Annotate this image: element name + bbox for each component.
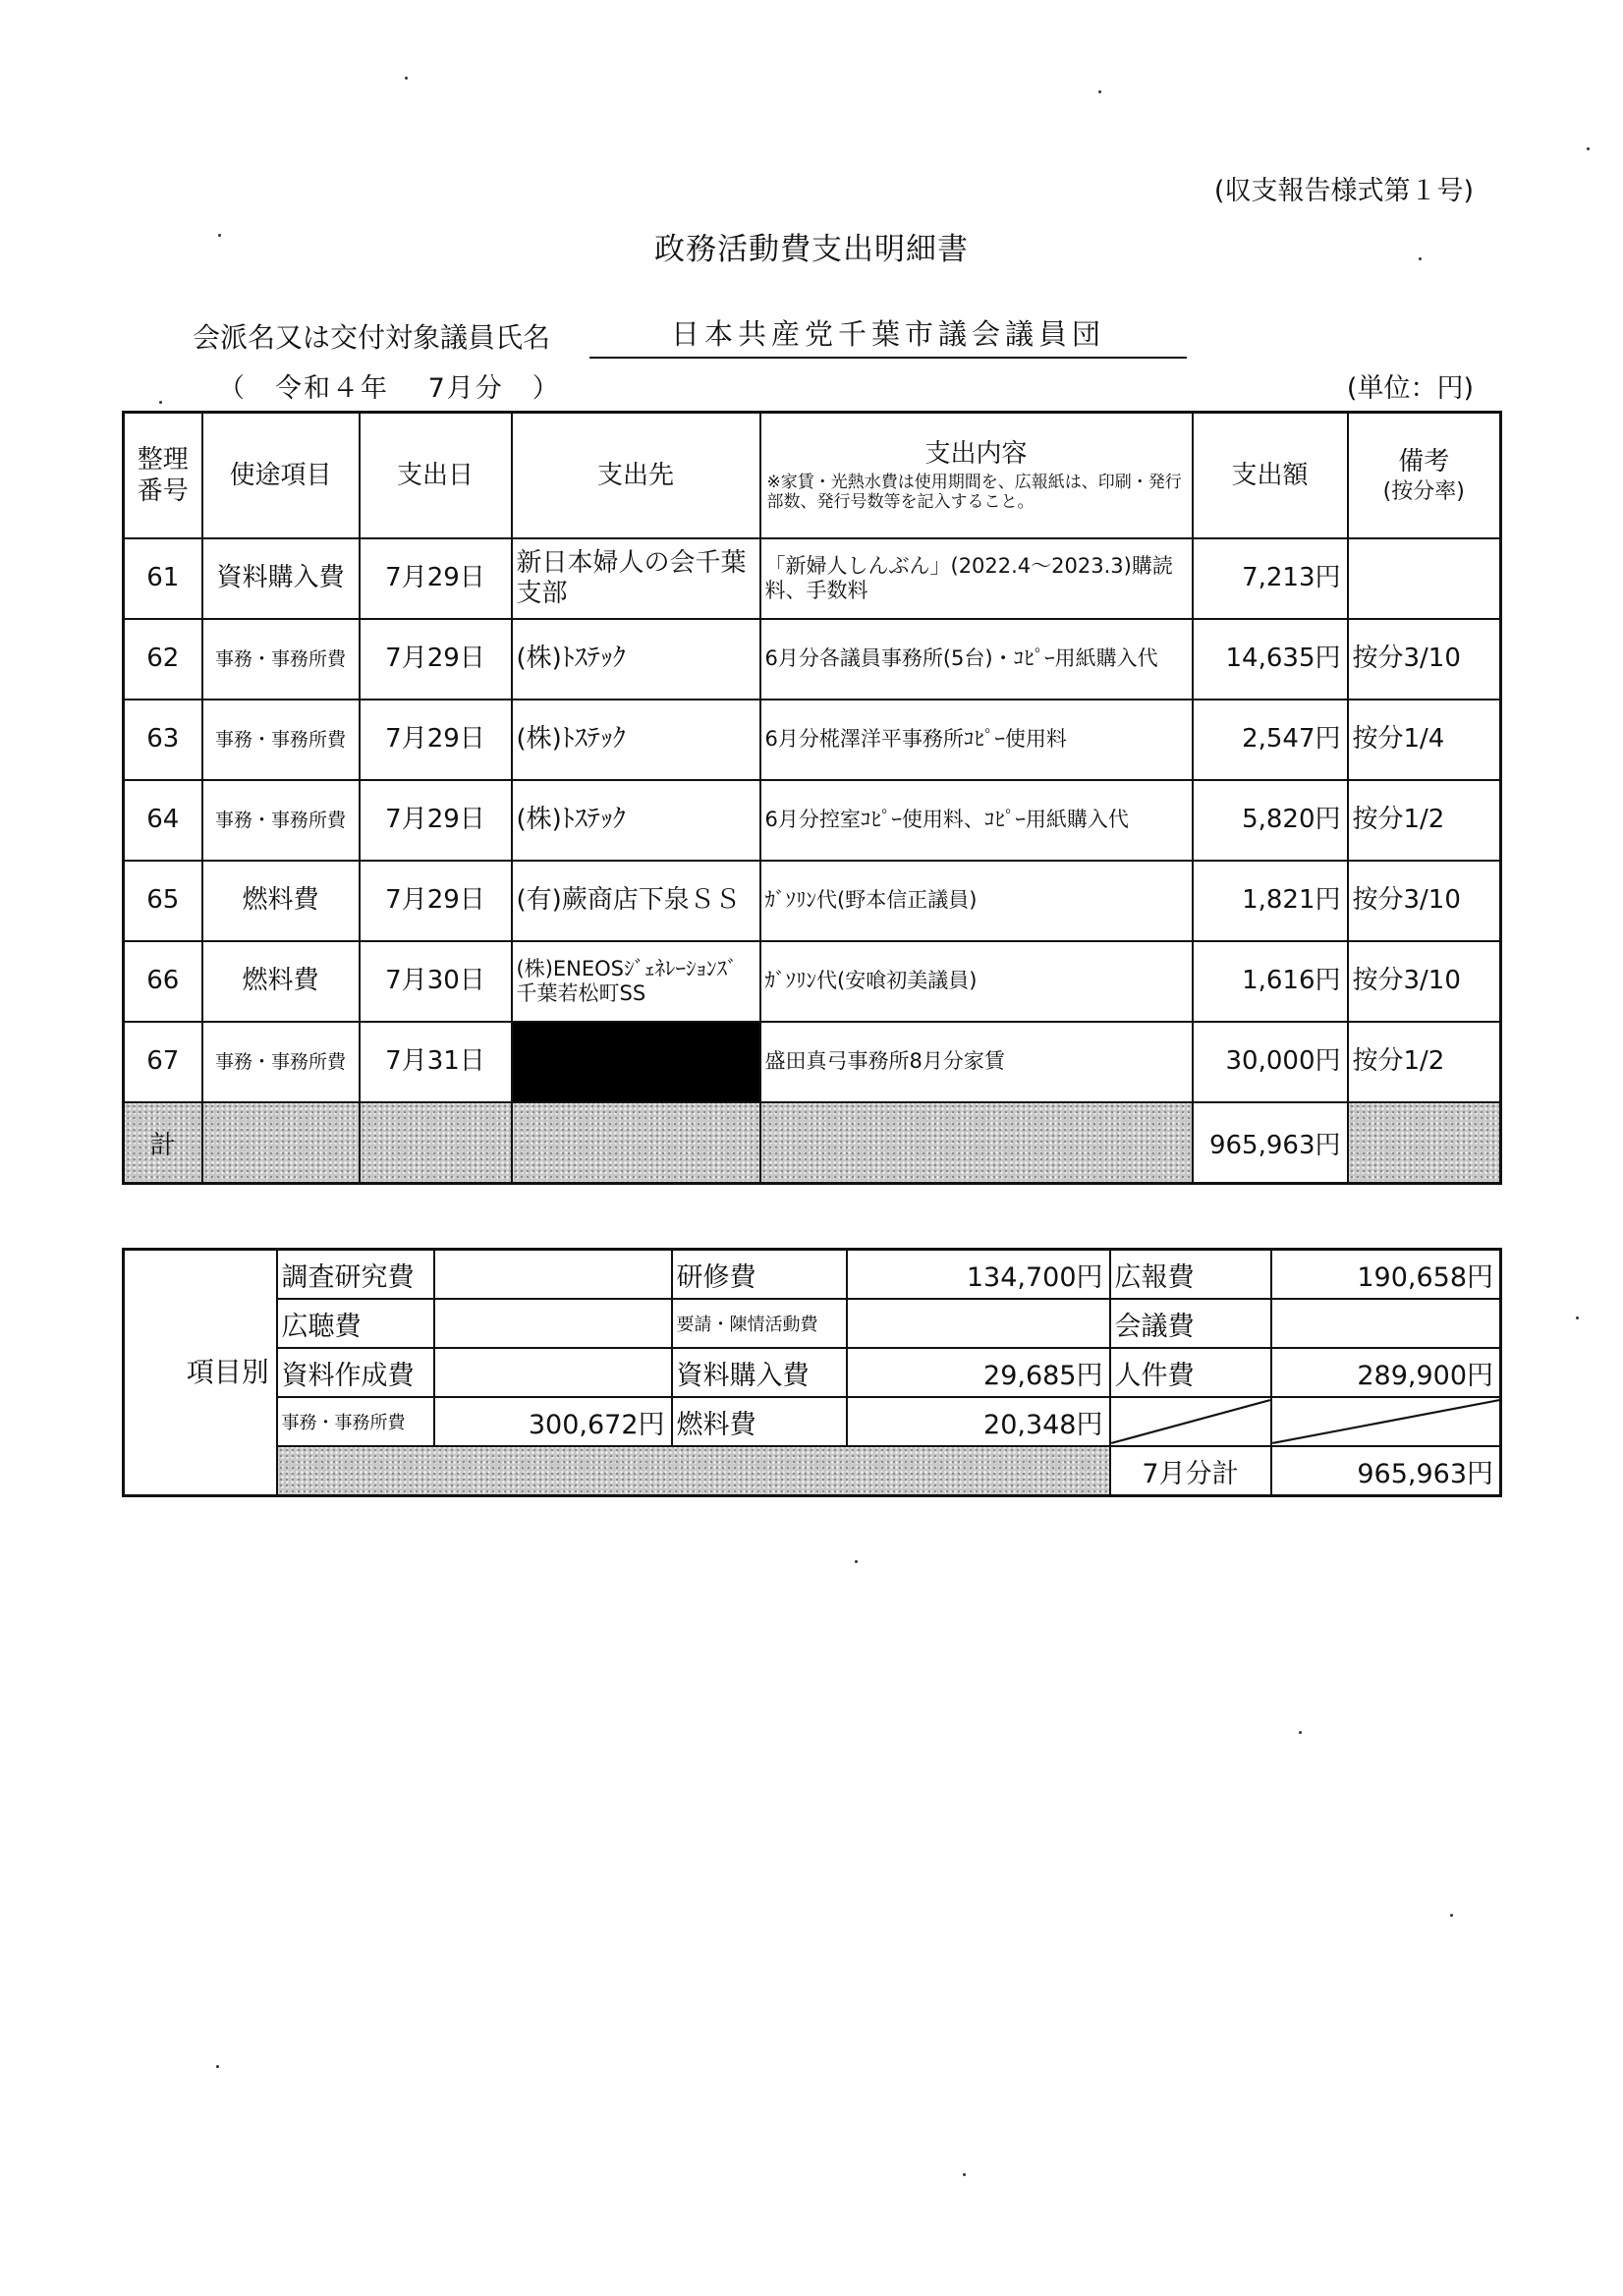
scan-speck bbox=[405, 77, 408, 80]
cell-no: 67 bbox=[124, 1022, 202, 1102]
summary-total-row bbox=[124, 1446, 1501, 1496]
scan-speck bbox=[1419, 257, 1422, 260]
value-jimu: 300,672円 bbox=[434, 1397, 672, 1446]
shaded-cell bbox=[512, 1102, 760, 1184]
member-label: 会派名又は交付対象議員氏名 bbox=[193, 321, 551, 354]
cell-payee: (有)蕨商店下泉ＳＳ bbox=[512, 861, 760, 941]
col-content bbox=[760, 413, 1193, 539]
cell-amount: 30,000円 bbox=[1193, 1022, 1348, 1102]
col-date: 支出日 bbox=[360, 413, 512, 539]
col-no: 整理番号 bbox=[124, 413, 202, 539]
cell-remarks: 按分3/10 bbox=[1348, 941, 1501, 1022]
scan-speck bbox=[218, 234, 221, 237]
scan-speck bbox=[1587, 147, 1590, 150]
cell-payee: (株)ENEOSｼﾞｪﾈﾚｰｼｮﾝｽﾞ千葉若松町SS bbox=[512, 941, 760, 1022]
cell-payee: (株)ﾄｽﾃｯｸ bbox=[512, 619, 760, 700]
cell-amount: 2,547円 bbox=[1193, 700, 1348, 780]
cell-remarks: 按分1/4 bbox=[1348, 700, 1501, 780]
value-jinken: 289,900円 bbox=[1271, 1348, 1501, 1397]
scan-speck bbox=[963, 2173, 966, 2176]
diagonal-cell bbox=[1271, 1397, 1501, 1446]
label-kouhou: 広報費 bbox=[1110, 1250, 1271, 1300]
label-kenshu: 研修費 bbox=[672, 1250, 847, 1300]
cell-date: 7月31日 bbox=[360, 1022, 512, 1102]
col-remarks-title: 備考 bbox=[1398, 447, 1450, 476]
period: （ 令和４年 7月分 ） bbox=[218, 373, 561, 404]
value-kenshu: 134,700円 bbox=[847, 1250, 1110, 1300]
table-row bbox=[124, 619, 1501, 700]
value-kouhou: 190,658円 bbox=[1271, 1250, 1501, 1300]
diagonal-line bbox=[1111, 1398, 1270, 1445]
cell-date: 7月29日 bbox=[360, 780, 512, 861]
col-purpose: 使途項目 bbox=[202, 413, 360, 539]
shaded-cell bbox=[760, 1102, 1193, 1184]
value-shiryo-kounyu: 29,685円 bbox=[847, 1348, 1110, 1397]
cell-remarks bbox=[1348, 538, 1501, 619]
cell-amount: 5,820円 bbox=[1193, 780, 1348, 861]
cell-date: 7月30日 bbox=[360, 941, 512, 1022]
col-remarks bbox=[1348, 413, 1501, 539]
table-row bbox=[124, 1022, 1501, 1102]
cell-amount: 14,635円 bbox=[1193, 619, 1348, 700]
table-row bbox=[124, 941, 1501, 1022]
cell-content: 「新婦人しんぶん」(2022.4～2023.3)購読料、手数料 bbox=[760, 538, 1193, 619]
value-chousa bbox=[434, 1250, 672, 1300]
scan-speck bbox=[1576, 1316, 1579, 1319]
summary-row bbox=[124, 1250, 1501, 1300]
label-chousa: 調査研究費 bbox=[277, 1250, 434, 1300]
table-row bbox=[124, 780, 1501, 861]
redacted-payee bbox=[512, 1022, 760, 1102]
cell-amount: 1,616円 bbox=[1193, 941, 1348, 1022]
table-row bbox=[124, 538, 1501, 619]
scan-speck bbox=[1098, 90, 1101, 93]
col-content-note: ※家賃・光熱水費は使用期間を、広報紙は、印刷・発行部数、発行号数等を記入すること。 bbox=[766, 472, 1182, 513]
value-kaigi bbox=[1271, 1299, 1501, 1348]
cell-purpose: 事務・事務所費 bbox=[202, 700, 360, 780]
col-amount: 支出額 bbox=[1193, 413, 1348, 539]
cell-date: 7月29日 bbox=[360, 861, 512, 941]
value-yousei bbox=[847, 1299, 1110, 1348]
table-row bbox=[124, 700, 1501, 780]
cell-content: 6月分椛澤洋平事務所ｺﾋﾟｰ使用料 bbox=[760, 700, 1193, 780]
col-remarks-sub: (按分率) bbox=[1382, 478, 1465, 504]
label-jinken: 人件費 bbox=[1110, 1348, 1271, 1397]
member-name: 日本共産党千葉市議会議員団 bbox=[589, 312, 1187, 359]
shaded-cell bbox=[1348, 1102, 1501, 1184]
value-kouchou bbox=[434, 1299, 672, 1348]
cell-content: 6月分控室ｺﾋﾟｰ使用料、ｺﾋﾟｰ用紙購入代 bbox=[760, 780, 1193, 861]
cell-no: 66 bbox=[124, 941, 202, 1022]
cell-no: 64 bbox=[124, 780, 202, 861]
scan-speck bbox=[1450, 1914, 1453, 1917]
cell-amount: 7,213円 bbox=[1193, 538, 1348, 619]
label-kaigi: 会議費 bbox=[1110, 1299, 1271, 1348]
cell-date: 7月29日 bbox=[360, 538, 512, 619]
col-content-title: 支出内容 bbox=[924, 439, 1028, 470]
total-row bbox=[124, 1102, 1501, 1184]
table-header-row bbox=[124, 413, 1501, 539]
scan-speck bbox=[855, 1560, 858, 1563]
label-jimu: 事務・事務所費 bbox=[277, 1397, 434, 1446]
summary-side-label bbox=[124, 1250, 277, 1496]
cell-remarks: 按分3/10 bbox=[1348, 861, 1501, 941]
shaded-cell bbox=[360, 1102, 512, 1184]
cell-purpose: 事務・事務所費 bbox=[202, 1022, 360, 1102]
label-kouchou: 広聴費 bbox=[277, 1299, 434, 1348]
total-label: 計 bbox=[124, 1102, 202, 1184]
unit-label: (単位：円) bbox=[1346, 373, 1474, 404]
cell-remarks: 按分1/2 bbox=[1348, 1022, 1501, 1102]
cell-date: 7月29日 bbox=[360, 700, 512, 780]
shaded-cell bbox=[277, 1446, 1110, 1496]
cell-content: ｶﾞｿﾘﾝ代(野本信正議員) bbox=[760, 861, 1193, 941]
value-nenryo: 20,348円 bbox=[847, 1397, 1110, 1446]
cell-remarks: 按分3/10 bbox=[1348, 619, 1501, 700]
value-shiryo-sakusei bbox=[434, 1348, 672, 1397]
scan-speck bbox=[159, 401, 162, 404]
label-shiryo-kounyu: 資料購入費 bbox=[672, 1348, 847, 1397]
form-number: (収支報告様式第１号) bbox=[1213, 176, 1474, 206]
cell-no: 63 bbox=[124, 700, 202, 780]
cell-purpose: 事務・事務所費 bbox=[202, 780, 360, 861]
summary-row bbox=[124, 1348, 1501, 1397]
diagonal-line bbox=[1272, 1398, 1500, 1445]
cell-purpose: 資料購入費 bbox=[202, 538, 360, 619]
cell-content: 6月分各議員事務所(5台)・ｺﾋﾟｰ用紙購入代 bbox=[760, 619, 1193, 700]
summary-row bbox=[124, 1299, 1501, 1348]
cell-no: 65 bbox=[124, 861, 202, 941]
label-shiryo-sakusei: 資料作成費 bbox=[277, 1348, 434, 1397]
total-amount: 965,963円 bbox=[1193, 1102, 1348, 1184]
diagonal-cell bbox=[1110, 1397, 1271, 1446]
cell-content: ｶﾞｿﾘﾝ代(安喰初美議員) bbox=[760, 941, 1193, 1022]
month-total-value: 965,963円 bbox=[1271, 1446, 1501, 1496]
summary-table bbox=[122, 1248, 1502, 1497]
label-yousei: 要請・陳情活動費 bbox=[672, 1299, 847, 1348]
summary-row bbox=[124, 1397, 1501, 1446]
cell-payee: 新日本婦人の会千葉支部 bbox=[512, 538, 760, 619]
col-payee: 支出先 bbox=[512, 413, 760, 539]
document-title: 政務活動費支出明細書 bbox=[654, 232, 969, 267]
label-nenryo: 燃料費 bbox=[672, 1397, 847, 1446]
scan-speck bbox=[216, 2065, 219, 2068]
scan-speck bbox=[1299, 1731, 1302, 1734]
expense-table bbox=[122, 411, 1502, 1185]
cell-purpose: 事務・事務所費 bbox=[202, 619, 360, 700]
cell-purpose: 燃料費 bbox=[202, 861, 360, 941]
month-total-label: 7月分計 bbox=[1110, 1446, 1271, 1496]
cell-amount: 1,821円 bbox=[1193, 861, 1348, 941]
cell-payee: (株)ﾄｽﾃｯｸ bbox=[512, 700, 760, 780]
cell-content: 盛田真弓事務所8月分家賃 bbox=[760, 1022, 1193, 1102]
shaded-cell bbox=[202, 1102, 360, 1184]
cell-no: 62 bbox=[124, 619, 202, 700]
cell-date: 7月29日 bbox=[360, 619, 512, 700]
table-row bbox=[124, 861, 1501, 941]
summary-side-text: 項目別 bbox=[186, 1355, 269, 1388]
cell-purpose: 燃料費 bbox=[202, 941, 360, 1022]
cell-no: 61 bbox=[124, 538, 202, 619]
cell-payee: (株)ﾄｽﾃｯｸ bbox=[512, 780, 760, 861]
cell-remarks: 按分1/2 bbox=[1348, 780, 1501, 861]
